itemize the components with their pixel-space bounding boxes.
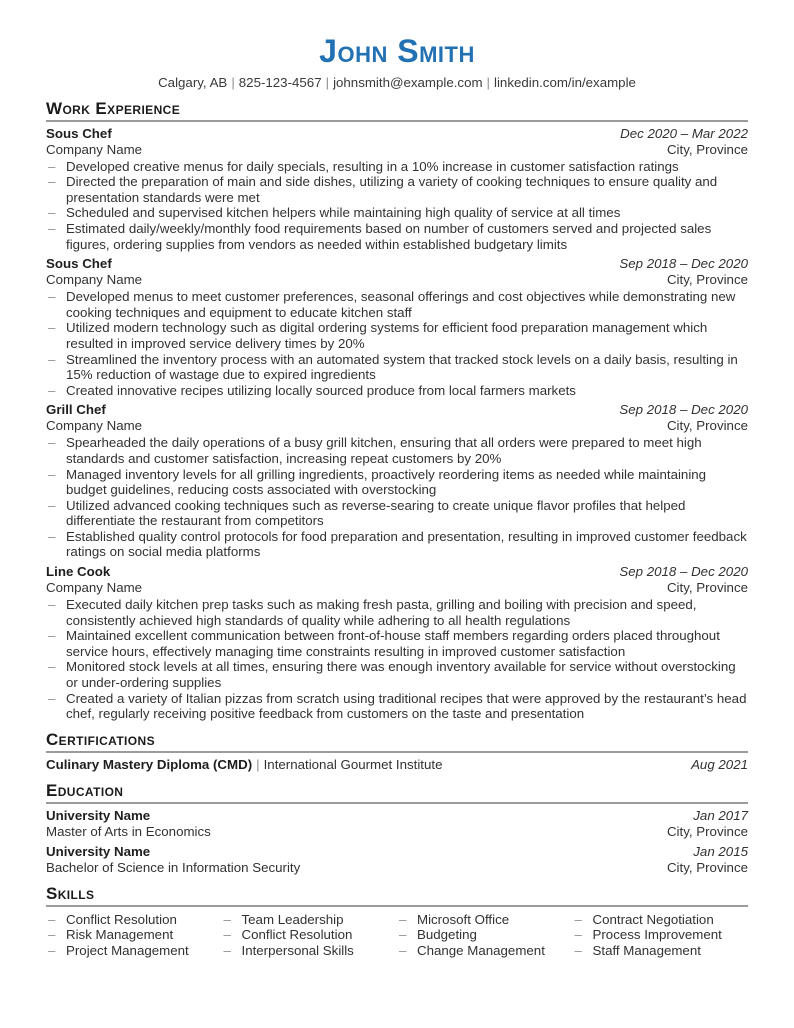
job-company: Company Name — [46, 272, 143, 288]
skill-item: – Team Leadership — [222, 912, 398, 928]
skills-column — [222, 912, 398, 959]
job-bullet: – Maintained excellent communication between front-of-house staff members regarding orders placed throughout service hours, effectively managing time constraints resulting in improved customer satisfaction — [46, 628, 748, 659]
job-location: City, Province — [666, 418, 748, 434]
job-location: City, Province — [666, 272, 748, 288]
job-title: Line Cook — [46, 564, 111, 580]
job-bullet: – Established quality control protocols for food preparation and presentation, resulting in improved customer feedback ratings on social media platforms — [46, 529, 748, 560]
certification-entry — [46, 757, 748, 773]
job-bullet: – Directed the preparation of main and side dishes, utilizing a variety of cooking techniques to ensure quality and presentation standards were met — [46, 174, 748, 205]
job-bullet: – Created a variety of Italian pizzas from scratch using traditional recipes that were approved by the restaurant’s head chef, regularly receiving positive feedback from customers on the taste and presentation — [46, 691, 748, 722]
separator: | — [256, 756, 260, 772]
person-name: John Smith — [319, 33, 475, 69]
skills-column — [397, 912, 573, 959]
certification-left — [46, 757, 442, 773]
school-name: University Name — [46, 843, 151, 859]
job-dates: Sep 2018 – Dec 2020 — [619, 256, 748, 272]
job-bullet: – Scheduled and supervised kitchen helpers while maintaining high quality of service at all times — [46, 205, 748, 221]
contact-location: Calgary, AB — [158, 74, 228, 90]
section-title-skills: Skills — [46, 884, 748, 907]
job-bullet: – Created innovative recipes utilizing locally sourced produce from local farmers markets — [46, 383, 748, 399]
job-entry — [46, 126, 748, 253]
contact-linkedin: linkedin.com/in/example — [494, 74, 636, 90]
education-date: Jan 2017 — [693, 807, 748, 823]
job-bullet: – Utilized modern technology such as digital ordering systems for efficient food preparation management which resulted in improved service delivery times by 20% — [46, 320, 748, 351]
section-skills — [46, 884, 748, 959]
job-dates: Sep 2018 – Dec 2020 — [619, 564, 748, 580]
section-title-work-experience: Work Experience — [46, 99, 748, 122]
section-work-experience — [46, 99, 748, 722]
job-bullet-list — [46, 289, 748, 398]
education-location: City, Province — [666, 823, 748, 839]
job-entry — [46, 256, 748, 398]
skills-column — [573, 912, 749, 959]
skills-column — [46, 912, 222, 959]
skill-item: – Process Improvement — [573, 927, 749, 943]
skill-item: – Risk Management — [46, 927, 222, 943]
skill-item: – Conflict Resolution — [46, 912, 222, 928]
section-title-certifications: Certifications — [46, 730, 748, 753]
degree-name: Master of Arts in Economics — [46, 823, 211, 839]
separator: | — [231, 74, 235, 90]
education-entry — [46, 844, 748, 876]
job-company: Company Name — [46, 418, 143, 434]
job-dates: Dec 2020 – Mar 2022 — [620, 125, 748, 141]
skill-item: – Contract Negotiation — [573, 912, 749, 928]
certification-issuer: International Gourmet Institute — [263, 756, 443, 772]
job-company: Company Name — [46, 580, 143, 596]
skill-item: – Interpersonal Skills — [222, 943, 398, 959]
education-location: City, Province — [666, 859, 748, 875]
skill-item: – Staff Management — [573, 943, 749, 959]
skill-item: – Budgeting — [397, 927, 573, 943]
job-bullet-list — [46, 597, 748, 722]
skill-item: – Microsoft Office — [397, 912, 573, 928]
job-bullet: – Utilized advanced cooking techniques such as reverse-searing to create unique flavor profiles that helped differentiate the restaurant from competitors — [46, 498, 748, 529]
contact-phone: 825-123-4567 — [238, 74, 322, 90]
job-location: City, Province — [666, 580, 748, 596]
job-bullet-list — [46, 435, 748, 560]
school-name: University Name — [46, 807, 151, 823]
skill-item: – Conflict Resolution — [222, 927, 398, 943]
section-education — [46, 781, 748, 876]
skills-grid — [46, 911, 748, 959]
skill-item: – Project Management — [46, 943, 222, 959]
job-location: City, Province — [666, 141, 748, 157]
education-date: Jan 2015 — [693, 843, 748, 859]
certification-date: Aug 2021 — [691, 756, 748, 772]
job-title: Sous Chef — [46, 256, 112, 272]
skill-item: – Change Management — [397, 943, 573, 959]
job-bullet: – Spearheaded the daily operations of a busy grill kitchen, ensuring that all orders were prepared to meet high standards and customer satisfaction, increasing repeat customers by 20% — [46, 435, 748, 466]
section-certifications — [46, 730, 748, 773]
contact-email: johnsmith@example.com — [333, 74, 483, 90]
job-entry — [46, 402, 748, 560]
job-bullet: – Managed inventory levels for all grilling ingredients, proactively reordering items as needed while maintaining budget guidelines, reducing costs associated with overstocking — [46, 467, 748, 498]
job-bullet-list — [46, 159, 748, 253]
job-bullet: – Developed menus to meet customer preferences, seasonal offerings and cost objectives while demonstrating new cooking techniques and equipment to educate kitchen staff — [46, 289, 748, 320]
contact-line — [46, 75, 748, 91]
job-title: Grill Chef — [46, 402, 106, 418]
separator: | — [486, 74, 491, 90]
job-title: Sous Chef — [46, 125, 112, 141]
job-bullet: – Developed creative menus for daily specials, resulting in a 10% increase in customer satisfaction ratings — [46, 159, 748, 175]
separator: | — [325, 74, 330, 90]
job-dates: Sep 2018 – Dec 2020 — [619, 402, 748, 418]
degree-name: Bachelor of Science in Information Security — [46, 859, 301, 875]
certification-name: Culinary Mastery Diploma (CMD) — [46, 756, 253, 772]
job-bullet: – Monitored stock levels at all times, ensuring there was enough inventory available for service without overstocking or under-ordering supplies — [46, 659, 748, 690]
education-entry — [46, 808, 748, 840]
job-company: Company Name — [46, 141, 143, 157]
job-bullet: – Streamlined the inventory process with an automated system that tracked stock levels on a daily basis, resulting in 15% reduction of wastage due to expired ingredients — [46, 352, 748, 383]
resume-header — [46, 35, 748, 91]
job-entry — [46, 564, 748, 722]
job-bullet: – Executed daily kitchen prep tasks such as making fresh pasta, grilling and boiling with precision and speed, consistently achieved high standards of quality while adhering to all health regulations — [46, 597, 748, 628]
section-title-education: Education — [46, 781, 748, 804]
job-bullet: – Estimated daily/weekly/monthly food requirements based on number of customers served and projected sales figures, ordering supplies from vendors as needed within established budgetary limits — [46, 221, 748, 252]
